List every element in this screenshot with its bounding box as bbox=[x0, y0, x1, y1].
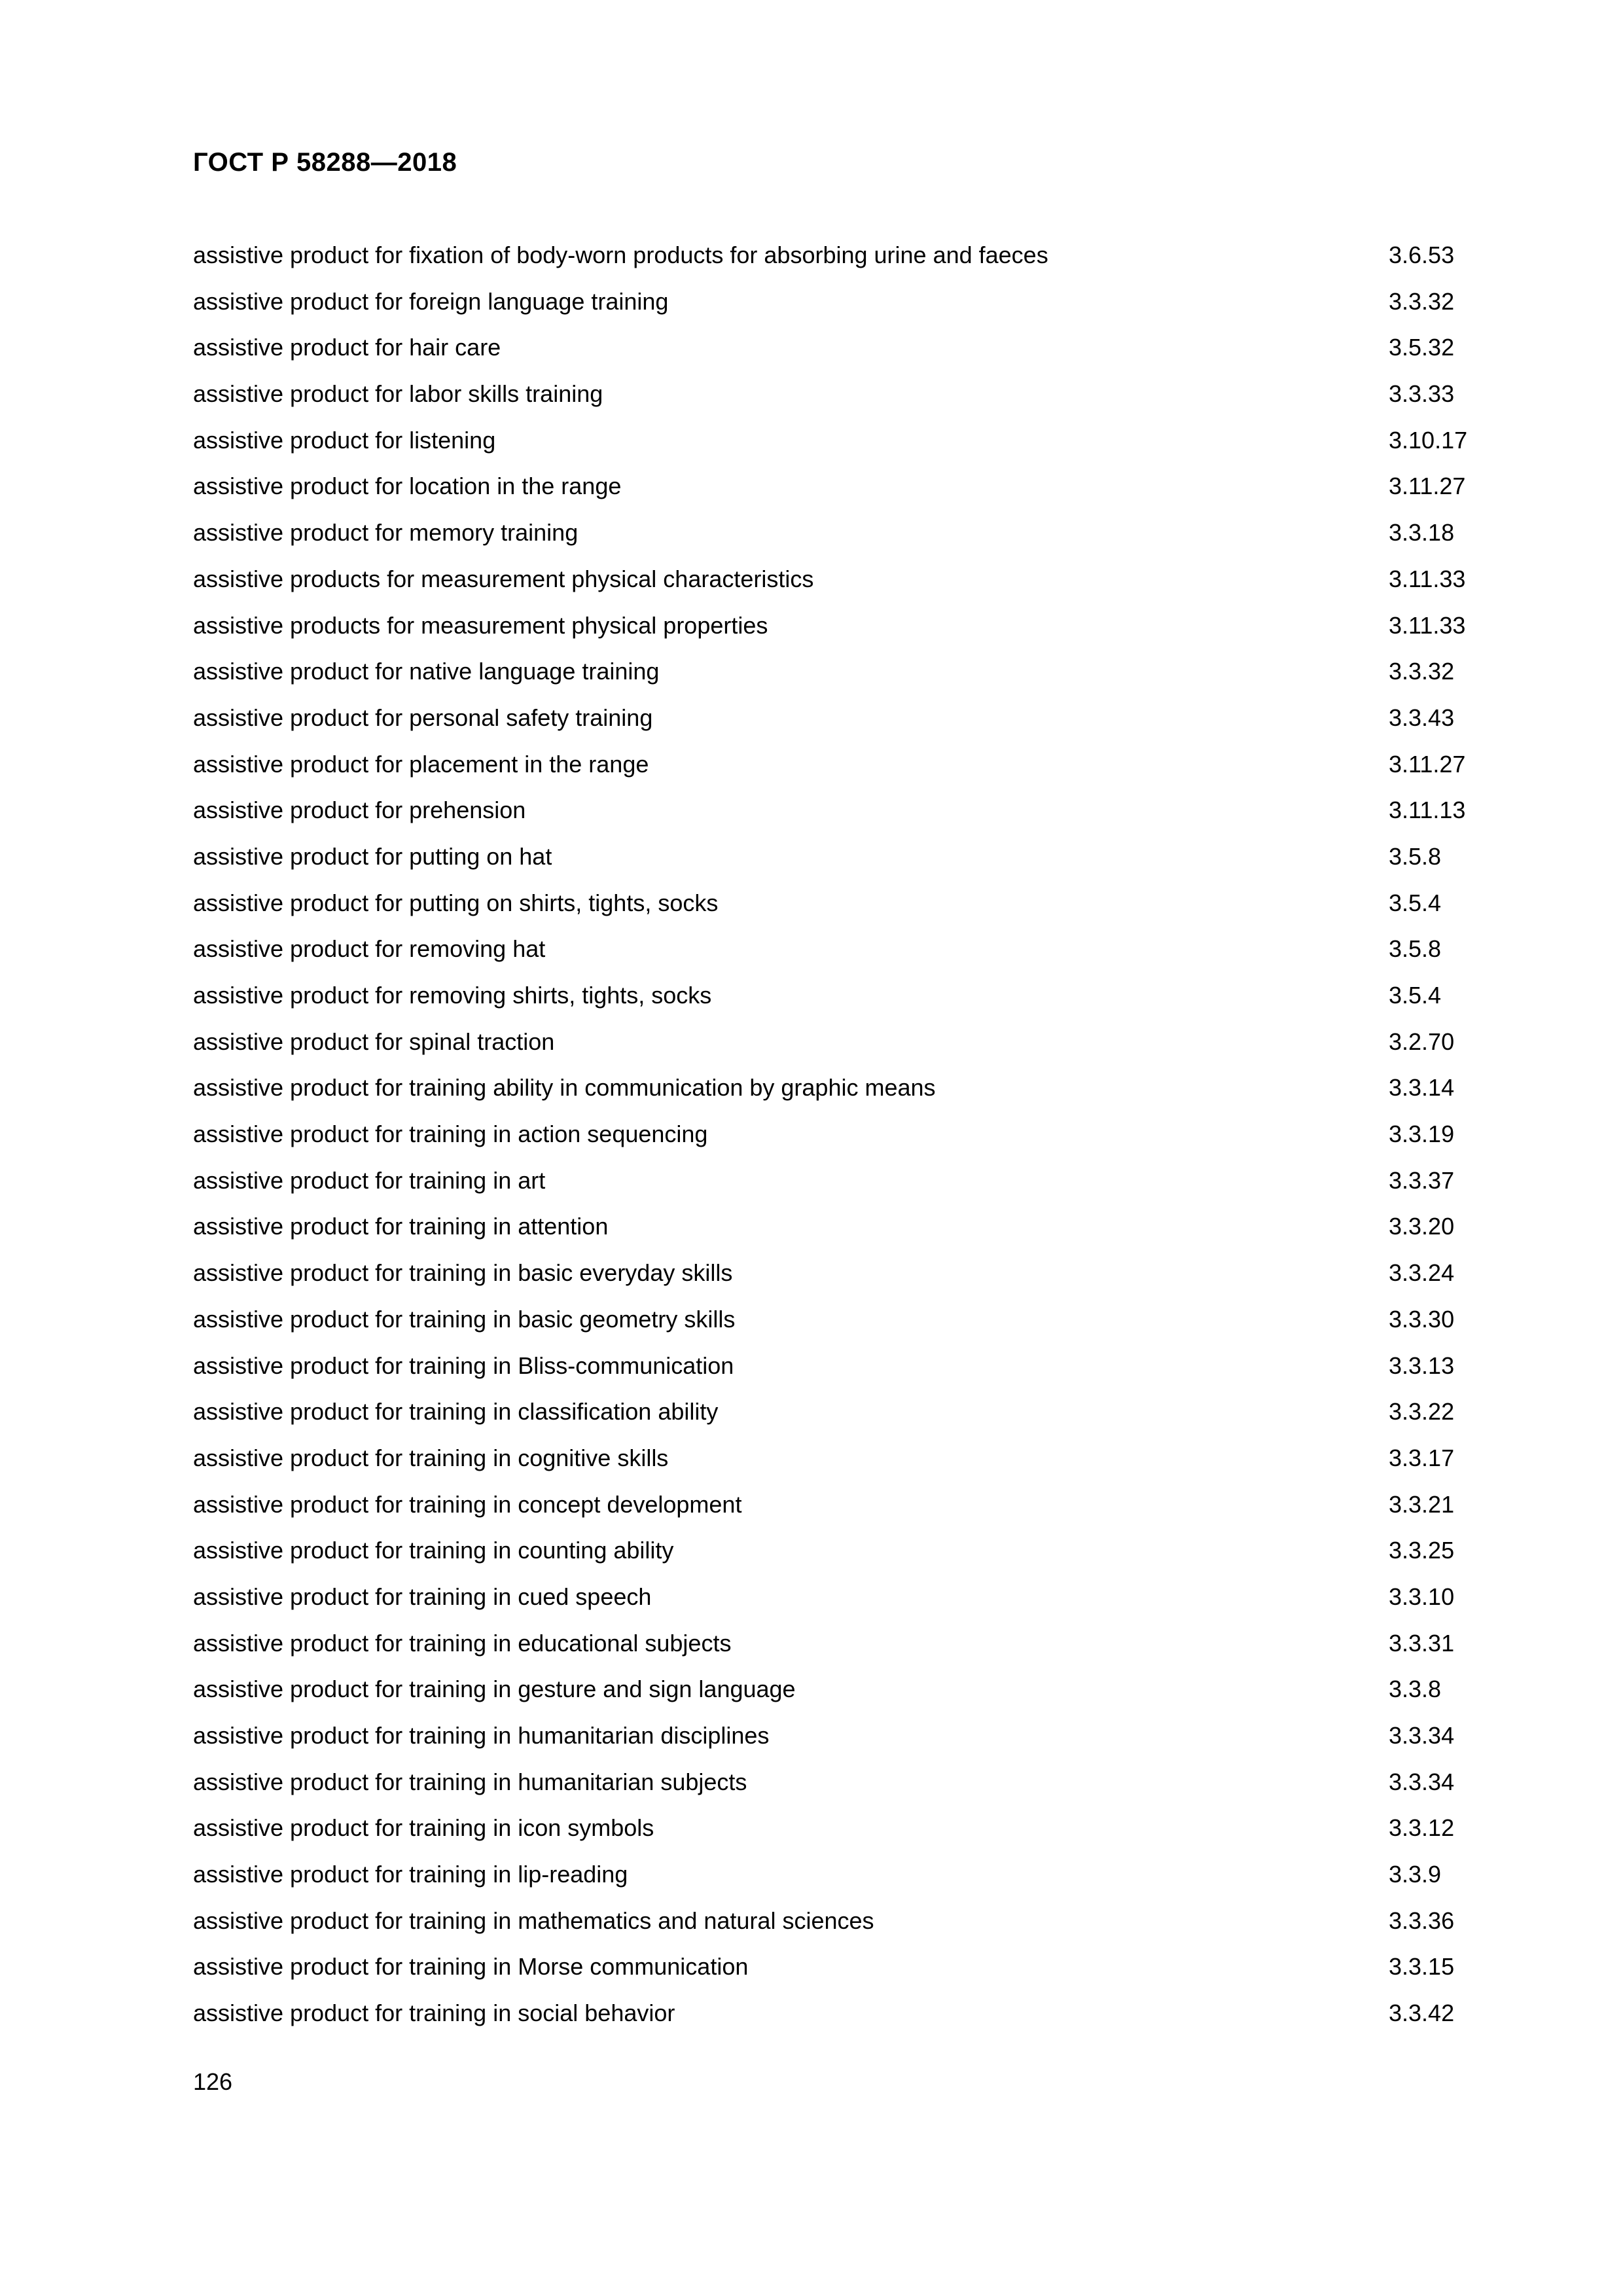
entry-reference-number: 3.3.9 bbox=[1389, 1861, 1442, 1888]
entry-reference-number: 3.5.8 bbox=[1389, 842, 1442, 870]
entry-reference-number: 3.3.31 bbox=[1389, 1629, 1455, 1657]
entry-reference-number: 3.3.8 bbox=[1389, 1676, 1442, 1703]
index-entry bbox=[193, 929, 1489, 976]
entry-reference-number: 3.11.33 bbox=[1389, 565, 1466, 592]
entry-reference-number: 3.3.34 bbox=[1389, 1768, 1455, 1795]
index-entry bbox=[193, 1068, 1489, 1115]
index-entry bbox=[193, 1716, 1489, 1763]
entry-reference-number: 3.3.32 bbox=[1389, 658, 1455, 685]
index-entry bbox=[193, 1808, 1489, 1855]
index-entry bbox=[193, 1531, 1489, 1577]
index-entry bbox=[193, 560, 1489, 606]
entry-term: assistive products for measurement physical characteristics bbox=[193, 565, 814, 592]
entry-term: assistive product for putting on shirts, tights, socks bbox=[193, 889, 719, 916]
entry-term: assistive product for training in attention bbox=[193, 1213, 609, 1240]
index-entry bbox=[193, 1994, 1489, 2040]
entry-term: assistive product for putting on hat bbox=[193, 842, 552, 870]
entry-reference-number: 3.3.18 bbox=[1389, 519, 1455, 547]
index-entry bbox=[193, 1624, 1489, 1670]
entry-term: assistive product for training in cognitive skills bbox=[193, 1444, 669, 1471]
index-entry bbox=[193, 837, 1489, 884]
index-entry bbox=[193, 1115, 1489, 1161]
entry-reference-number: 3.3.36 bbox=[1389, 1907, 1455, 1934]
entry-term: assistive product for removing hat bbox=[193, 935, 546, 963]
entry-term: assistive product for prehension bbox=[193, 797, 526, 824]
entry-reference-number: 3.3.17 bbox=[1389, 1444, 1455, 1471]
index-entry bbox=[193, 1947, 1489, 1994]
entry-term: assistive product for training in Morse communication bbox=[193, 1953, 749, 1981]
index-entry bbox=[193, 1901, 1489, 1948]
entry-reference-number: 3.3.43 bbox=[1389, 704, 1455, 731]
entry-reference-number: 3.10.17 bbox=[1389, 426, 1468, 454]
index-entry bbox=[193, 791, 1489, 837]
entry-reference-number: 3.2.70 bbox=[1389, 1028, 1455, 1055]
index-entry bbox=[193, 1346, 1489, 1393]
entry-term: assistive product for location in the range bbox=[193, 473, 622, 500]
index-entry bbox=[193, 1439, 1489, 1485]
index-entry bbox=[193, 236, 1489, 282]
page-number: 126 bbox=[193, 2068, 233, 2095]
index-entry bbox=[193, 1392, 1489, 1439]
entry-reference-number: 3.3.33 bbox=[1389, 380, 1455, 408]
entry-reference-number: 3.3.19 bbox=[1389, 1121, 1455, 1148]
index-entry bbox=[193, 513, 1489, 560]
entry-term: assistive product for training in social behavior bbox=[193, 2000, 675, 2027]
index-entry bbox=[193, 976, 1489, 1022]
entry-term: assistive product for training in basic geometry skills bbox=[193, 1305, 736, 1333]
entry-term: assistive product for training in humanitarian subjects bbox=[193, 1768, 747, 1795]
entry-term: assistive product for training in mathematics and natural sciences bbox=[193, 1907, 874, 1934]
index-entry bbox=[193, 745, 1489, 791]
entry-reference-number: 3.3.30 bbox=[1389, 1305, 1455, 1333]
entry-term: assistive product for training in action sequencing bbox=[193, 1121, 708, 1148]
entry-term: assistive product for training in classification ability bbox=[193, 1398, 719, 1426]
entry-term: assistive product for foreign language training bbox=[193, 287, 669, 315]
entry-term: assistive product for listening bbox=[193, 426, 496, 454]
entry-term: assistive product for training in counting ability bbox=[193, 1537, 674, 1564]
entry-term: assistive product for removing shirts, tights, socks bbox=[193, 982, 712, 1009]
entry-reference-number: 3.3.21 bbox=[1389, 1490, 1455, 1518]
entry-term: assistive product for training in lip-reading bbox=[193, 1861, 628, 1888]
entry-reference-number: 3.3.25 bbox=[1389, 1537, 1455, 1564]
index-entry bbox=[193, 1855, 1489, 1901]
entry-term: assistive product for training in cued speech bbox=[193, 1583, 652, 1610]
entry-reference-number: 3.5.4 bbox=[1389, 889, 1442, 916]
entry-reference-number: 3.5.4 bbox=[1389, 982, 1442, 1009]
entry-reference-number: 3.5.32 bbox=[1389, 334, 1455, 361]
entry-term: assistive product for memory training bbox=[193, 519, 579, 547]
entry-reference-number: 3.3.13 bbox=[1389, 1352, 1455, 1379]
entry-term: assistive product for native language training bbox=[193, 658, 660, 685]
index-entry bbox=[193, 1485, 1489, 1532]
index-entry bbox=[193, 698, 1489, 745]
index-entry bbox=[193, 1022, 1489, 1069]
entry-reference-number: 3.3.20 bbox=[1389, 1213, 1455, 1240]
entry-term: assistive product for spinal traction bbox=[193, 1028, 555, 1055]
entry-reference-number: 3.3.22 bbox=[1389, 1398, 1455, 1426]
entry-reference-number: 3.3.34 bbox=[1389, 1722, 1455, 1749]
index-entry bbox=[193, 467, 1489, 513]
index-entry bbox=[193, 1207, 1489, 1253]
entry-reference-number: 3.11.27 bbox=[1389, 750, 1466, 778]
index-entry bbox=[193, 1577, 1489, 1624]
index-entry bbox=[193, 652, 1489, 698]
entry-term: assistive product for training in gesture and sign language bbox=[193, 1676, 796, 1703]
entry-reference-number: 3.6.53 bbox=[1389, 242, 1455, 268]
entry-term: assistive products for measurement physical properties bbox=[193, 611, 768, 639]
index-entry bbox=[193, 884, 1489, 930]
index-entry bbox=[193, 1763, 1489, 1809]
index-entry bbox=[193, 606, 1489, 653]
entry-reference-number: 3.11.13 bbox=[1389, 797, 1466, 824]
entry-reference-number: 3.3.12 bbox=[1389, 1814, 1455, 1842]
entry-term: assistive product for training in icon symbols bbox=[193, 1814, 654, 1842]
index-entry bbox=[193, 1300, 1489, 1346]
entry-term: assistive product for placement in the range bbox=[193, 750, 649, 778]
entry-reference-number: 3.3.15 bbox=[1389, 1953, 1455, 1981]
index-entry bbox=[193, 1670, 1489, 1716]
entry-term: assistive product for training ability in communication by graphic means bbox=[193, 1074, 936, 1102]
entry-reference-number: 3.3.14 bbox=[1389, 1074, 1455, 1102]
entry-term: assistive product for training in basic everyday skills bbox=[193, 1259, 733, 1287]
index-entry bbox=[193, 374, 1489, 421]
index-entry bbox=[193, 421, 1489, 467]
index-entry bbox=[193, 1161, 1489, 1208]
entry-reference-number: 3.3.42 bbox=[1389, 2000, 1455, 2027]
entry-reference-number: 3.5.8 bbox=[1389, 935, 1442, 963]
entry-term: assistive product for training in humanitarian disciplines bbox=[193, 1722, 770, 1749]
entry-term: assistive product for fixation of body-worn products for absorbing urine and faeces bbox=[193, 242, 1048, 268]
entry-reference-number: 3.11.27 bbox=[1389, 473, 1466, 500]
entry-term: assistive product for training in educational subjects bbox=[193, 1629, 732, 1657]
entry-term: assistive product for training in art bbox=[193, 1166, 546, 1194]
document-header: ГОСТ Р 58288—2018 bbox=[193, 148, 457, 177]
entry-reference-number: 3.3.10 bbox=[1389, 1583, 1455, 1610]
entry-term: assistive product for training in concept development bbox=[193, 1490, 742, 1518]
entry-reference-number: 3.3.32 bbox=[1389, 287, 1455, 315]
entry-term: assistive product for labor skills training bbox=[193, 380, 603, 408]
entry-term: assistive product for personal safety training bbox=[193, 704, 653, 731]
entry-term: assistive product for hair care bbox=[193, 334, 501, 361]
entry-reference-number: 3.3.24 bbox=[1389, 1259, 1455, 1287]
term-index-list bbox=[193, 236, 1489, 2040]
entry-reference-number: 3.3.37 bbox=[1389, 1166, 1455, 1194]
entry-term: assistive product for training in Bliss-communication bbox=[193, 1352, 734, 1379]
index-entry bbox=[193, 328, 1489, 374]
entry-reference-number: 3.11.33 bbox=[1389, 611, 1466, 639]
index-entry bbox=[193, 282, 1489, 329]
index-entry bbox=[193, 1253, 1489, 1300]
